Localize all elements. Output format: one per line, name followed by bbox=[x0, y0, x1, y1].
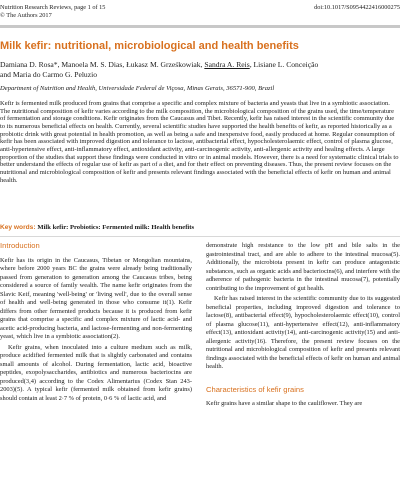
abstract: Kefir is fermented milk produced from grains that comprise a specific and complex mixture of bacteria and yeasts that live in a symbiotic association. The nutritional composition of kefir varies according to the milk composition, the microbiological composition of the grains used, the time/temperature of fermentation and storage conditions. Kefir originates from the Caucasus and Tibet. Recently, kefir has raised interest in the scientific community due to its numerous beneficial effects on health. Currently, several scientific studies have supported the health benefits of kefir, as reported historically as a probiotic drink with great potential in health promotion, as well as being a safe and inexpensive food, easily produced at home. Regular consumption of kefir has been associated with improved digestion and tolerance to lactose, antibacterial effect, hypocholesterolaemic effect, control of plasma glucose, anti-hypertensive effect, anti-inflammatory effect, antioxidant activity, anti-carcinogenic activity, anti-allergenic activity and healing effects. A large proportion of the studies that support these findings were conducted in vitro or in animal models. However, there is a need for systematic clinical trials to better understand the effects of regular use of kefir as part of a diet, and for their effect on preventing diseases. Thus, the present review focuses on the nutritional and microbiological composition of kefir and presents relevant findings associated with the beneficial effects of kefir on human and animal health. bbox=[0, 100, 399, 184]
section-divider bbox=[0, 236, 400, 237]
keywords-label: Key words: bbox=[0, 224, 38, 231]
affiliation: Department of Nutrition and Health, Universidade Federal de Viçosa, Minas Gerais, 36571-900, Brazil bbox=[0, 85, 275, 92]
intro-paragraph-4: Kefir has raised interest in the scientific community due to its suggested beneficial properties, including improved digestion and tolerance to lactose(8), antibacterial effect(9), hypocholesterolaemic effect(10), control of plasma glucose(11), anti-hypertensive effect(12), anti-inflammatory effect(13), antioxidant activity(14), anti-carcinogenic activity(15) and anti-allergenic activity(16). Therefore, the present review focuses on the nutritional and microbiological composition of kefir and presents relevant findings associated with the beneficial effects of kefir on human and animal health. bbox=[206, 295, 400, 370]
journal-citation: Nutrition Research Reviews, page 1 of 15 bbox=[0, 4, 106, 11]
doi-link[interactable]: doi:10.1017/S0954422416000275 bbox=[314, 4, 400, 11]
header-rule bbox=[0, 25, 400, 28]
heading-characteristics: Characteristics of kefir grains bbox=[206, 384, 304, 394]
running-header bbox=[0, 4, 105, 20]
left-column bbox=[0, 242, 192, 403]
authors-line2: and Maria do Carmo G. Peluzio bbox=[0, 70, 98, 79]
keywords-value: Milk kefir: Probiotics: Fermented milk: Health benefits bbox=[37, 224, 195, 231]
intro-paragraph-1: Kefir has its origin in the Caucasus, Tibetan or Mongolian mountains, where before 2000 years BC the grains were already being traditionally passed from generation to generation among the Caucasus tribes, being considered a source of family wealth. The name kefir originates from the Slavic Keif, meaning 'well-being' or 'living well', due to the overall sense of health and well-being generated in those who consume it(1). Kefir differs from other fermented products because it is produced from kefir grains that comprise a specific and complex mixture of lactic acid- and acetic acid-producing bacteria, and lactose-fermenting and non-fermenting yeast, which live in a symbiotic association(2). bbox=[0, 256, 192, 340]
keywords bbox=[0, 223, 400, 232]
article-title: Milk kefir: nutritional, microbiological and health benefits bbox=[0, 40, 299, 52]
copyright-notice: © The Authors 2017 bbox=[0, 12, 52, 19]
author-list bbox=[0, 60, 400, 80]
heading-introduction: Introduction bbox=[0, 241, 40, 250]
author-link-reis[interactable]: Sandra A. Reis bbox=[204, 60, 250, 69]
intro-paragraph-3: demonstrate high resistance to the low pH and bile salts in the gastrointestinal tract, and are able to adhere to the intestinal mucosa(5). Additionally, the microbiota present in kefir can produce antagonistic substances, such as organic acids and bacteriocins(6), and interfere with the adherence of pathogenic bacteria in the intestinal mucosa(7), potentially contributing to the improvement of gut health. bbox=[206, 242, 400, 292]
authors-part2: , Lisiane L. Conceição bbox=[249, 60, 319, 69]
characteristics-paragraph: Kefir grains have a similar shape to the cauliflower. They are bbox=[206, 400, 363, 407]
intro-paragraph-2: Kefir grains, when inoculated into a culture medium such as milk, produce acidified fermented milk that is slightly carbonated and contains small amounts of alcohol. During fermentation, lactic acid, bioactive peptides, exopolysaccharides, antibiotics and numerous bacteriocins are produced(3,4) according to the Codex Alimentarius (Codex Stan 243-2003)(5). A typical kefir (fermented milk obtained from kefir grains) should contain at least 2·7 % of protein, 0·6 % of lactic acid, and bbox=[0, 343, 192, 402]
authors-part1: Damiana D. Rosa*, Manoela M. S. Dias, Łukasz M. Grześkowiak, bbox=[0, 60, 205, 69]
right-column bbox=[206, 242, 400, 409]
